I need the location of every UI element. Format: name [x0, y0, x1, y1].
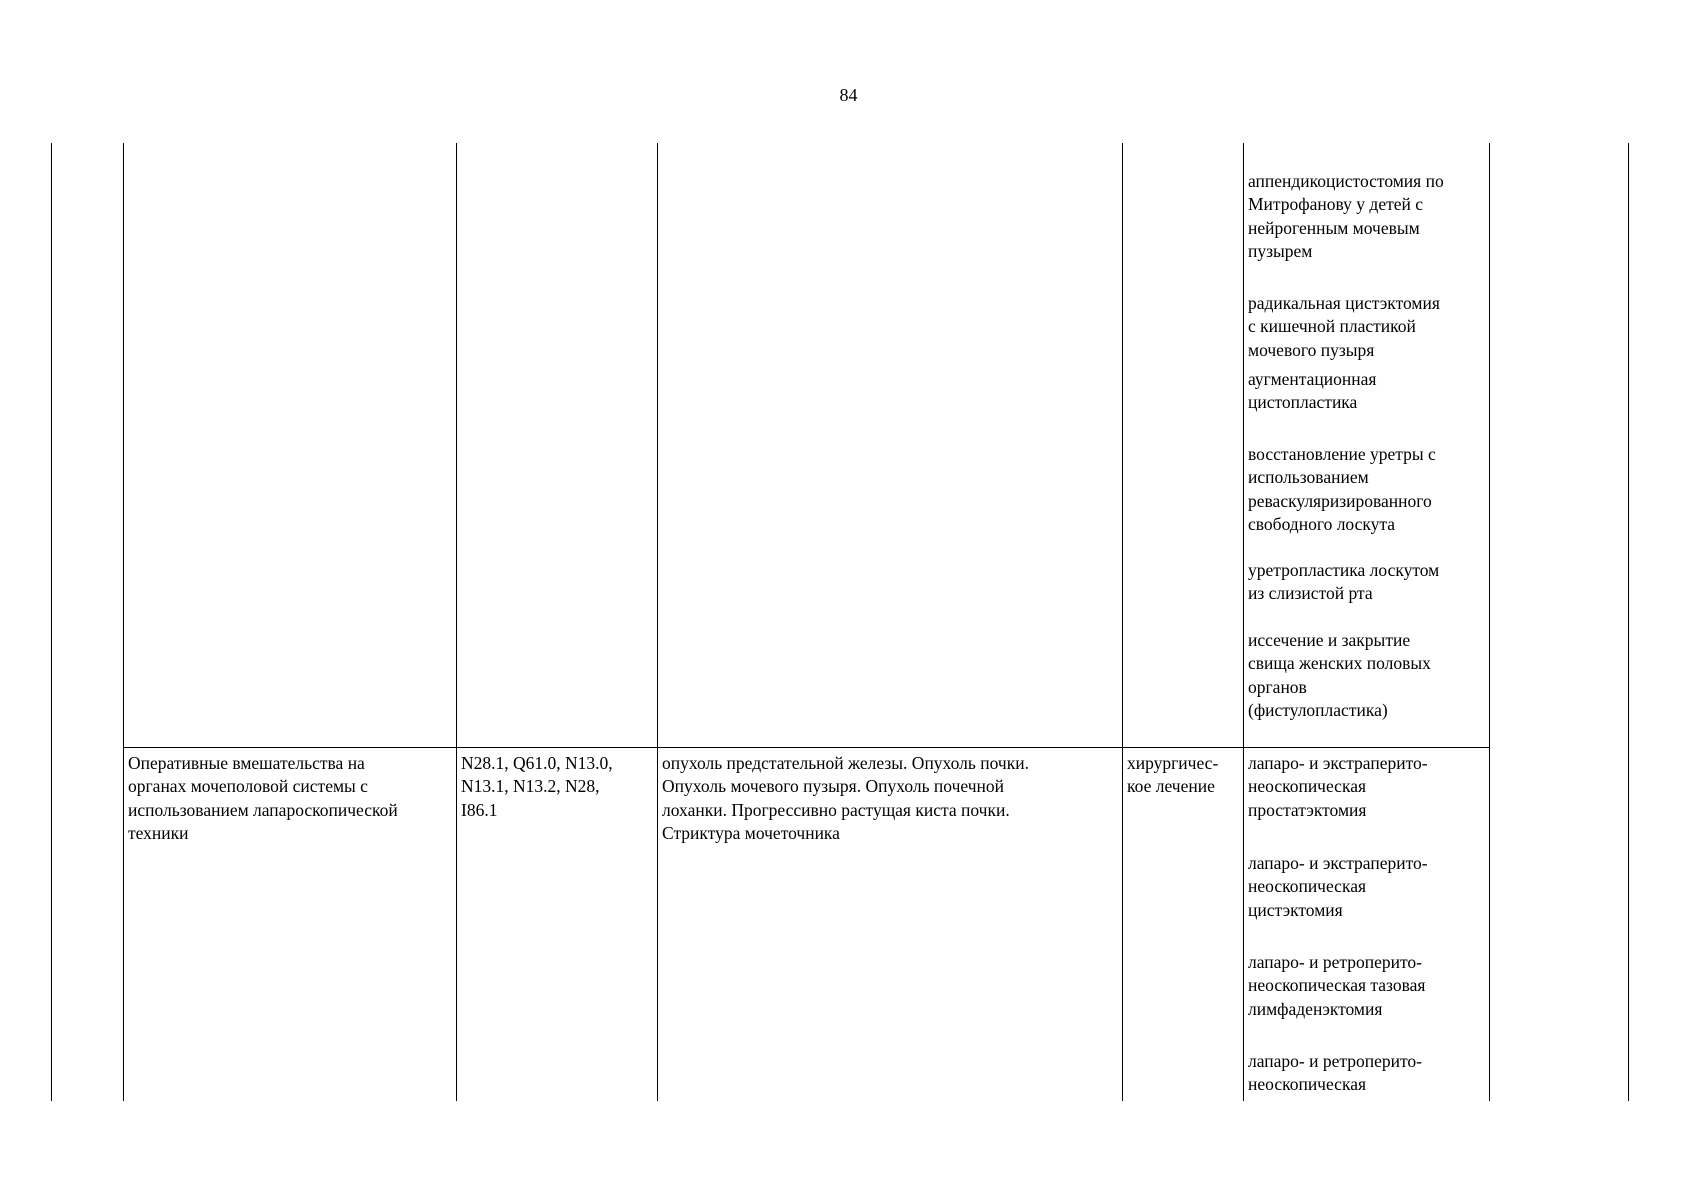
column-divider-3 [657, 143, 658, 1101]
procedure-item: уретропластика лоскутом из слизистой рта [1248, 560, 1440, 604]
procedure-item: лапаро- и экстраперито- неоскопическая простатэктомия [1248, 753, 1428, 820]
column-divider-4 [1122, 143, 1123, 1101]
intervention-cell: Оперативные вмешательства на органах мочеполовой системы с использованием лапароскопической техники [128, 753, 398, 843]
row-divider [123, 747, 1489, 748]
procedure-item: восстановление уретры с использованием реваскуляризированного свободного лоскута [1248, 444, 1436, 534]
procedure-item: лапаро- и ретроперито- неоскопическая [1248, 1051, 1422, 1095]
procedure-item: радикальная цистэктомия с кишечной пластикой мочевого пузыря [1248, 293, 1440, 360]
column-divider-2 [456, 143, 457, 1101]
table-border-right [1628, 143, 1629, 1101]
treatment-cell: хирургичес- кое лечение [1127, 753, 1219, 797]
procedure-item: лапаро- и ретроперито- неоскопическая тазовая лимфаденэктомия [1248, 952, 1426, 1019]
column-divider-6 [1489, 143, 1490, 1101]
procedure-item: аугментационная цистопластика [1248, 369, 1377, 413]
procedure-item: иссечение и закрытие свища женских половых органов (фистулопластика) [1248, 630, 1431, 720]
column-divider-1 [123, 143, 124, 1101]
procedure-item: лапаро- и экстраперито- неоскопическая цистэктомия [1248, 853, 1428, 920]
table-border-left [51, 143, 52, 1101]
diagnosis-cell: опухоль предстательной железы. Опухоль почки. Опухоль мочевого пузыря. Опухоль почечной лоханки. Прогрессивно растущая киста почки. Стриктура мочеточника [662, 753, 1029, 843]
procedure-item: аппендикоцистостомия по Митрофанову у детей с нейрогенным мочевым пузырем [1248, 171, 1444, 261]
codes-cell: N28.1, Q61.0, N13.0, N13.1, N13.2, N28, I86.1 [461, 753, 613, 820]
page-number: 84 [839, 85, 858, 105]
column-divider-5 [1243, 143, 1244, 1101]
